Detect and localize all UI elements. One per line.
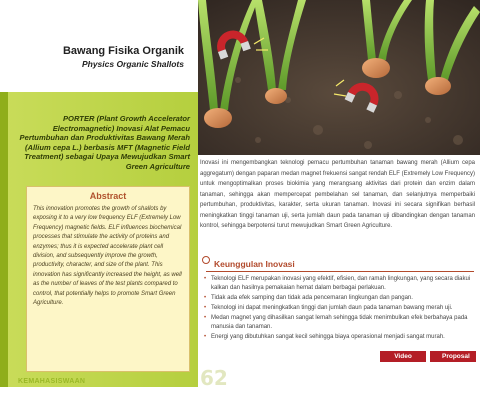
list-item: • Tidak ada efek samping dan tidak ada pencemaran lingkungan dan pangan. xyxy=(204,294,476,303)
proposal-button[interactable]: Proposal xyxy=(430,351,476,362)
abstract-text: This innovation promotes the growth of shallots by exposing it to a very low frequency ELF (Extremely Low Frequency) magnetic fields. ELF influences biochemical processes that stimulate the activity of proteins and enzymes; thus it is expected accelerate plant cell division, and subsequently improve the growth, productivity, character, and size of the plant. This innovation has significantly increased the height, as well as the number of leaves of the test plants compared to control, that potentially helps to promote Smart Green Agriculture. xyxy=(33,206,182,307)
page-title: Bawang Fisika Organik xyxy=(62,45,184,57)
intro-paragraph: Inovasi ini mengembangkan teknologi pemacu pertumbuhan tanaman bawang merah (Allium cepa aggregatum) dengan paparan medan magnet frekuensi sangat rendah ELF (Extremely Low Frequency) untuk mengoptimalkan proses biokimia yang merangsang aktivitas dari protein dan enzim dalam tanaman, sehingga akan mempercepat pembelahan sel tanaman, dan selanjutnya memperbaiki pertumbuhan, produktivitas, karakter, serta ukuran tanaman. Inovasi ini secara signifikan berhasil meningkatkan tinggi tanaman uji, serta jumlah daun pada tanaman uji dibandingkan dengan tanaman kontrol, sehingga berpotensi turut mewujudkan Smart Green Agriculture. xyxy=(200,160,475,229)
page-number: 62 xyxy=(200,366,228,390)
list-item: • Medan magnet yang dihasilkan sangat lemah sehingga tidak menimbulkan efek berbahaya pada manusia dan tanaman. xyxy=(204,314,476,333)
shallot-photo xyxy=(198,0,480,155)
list-item: • Energi yang dibutuhkan sangat kecil sehingga biaya operasional menjadi sangat murah. xyxy=(204,333,476,342)
abstract-box xyxy=(26,186,190,372)
list-item: • Teknologi ELF merupakan inovasi yang efektif, efisien, dan ramah lingkungan, yang secara diakui kalkan dan hasilnya pemakaian hemat dalam berbagai perlakuan. xyxy=(204,275,476,294)
shallot-illustration xyxy=(198,0,480,155)
footer-label: KEMAHASISWAAN xyxy=(18,378,86,385)
green-accent-bar xyxy=(0,92,8,387)
title-block xyxy=(0,45,184,69)
advantages-divider xyxy=(206,271,474,272)
video-button[interactable]: Video xyxy=(380,351,426,362)
advantages-title: Keunggulan Inovasi xyxy=(214,259,295,269)
page-subtitle: Physics Organic Shallots xyxy=(81,59,184,69)
abstract-title: Abstract xyxy=(89,191,127,201)
porter-heading: PORTER (Plant Growth Accelerator Electromagnetic) Inovasi Alat Pemacu Pertumbuhan dan Produktivitas Bawang Merah (Allium cepa L.) berbasis MFT (Magnetic Field Treatment) sebagai Upaya Mewujudkan Smart Green Agriculture xyxy=(19,114,190,171)
list-item: • Teknologi ini dapat meningkatkan tinggi dan jumlah daun pada tanaman bawang merah uji. xyxy=(204,304,476,313)
advantages-bullet-icon xyxy=(202,256,210,264)
advantages-list xyxy=(204,275,476,343)
